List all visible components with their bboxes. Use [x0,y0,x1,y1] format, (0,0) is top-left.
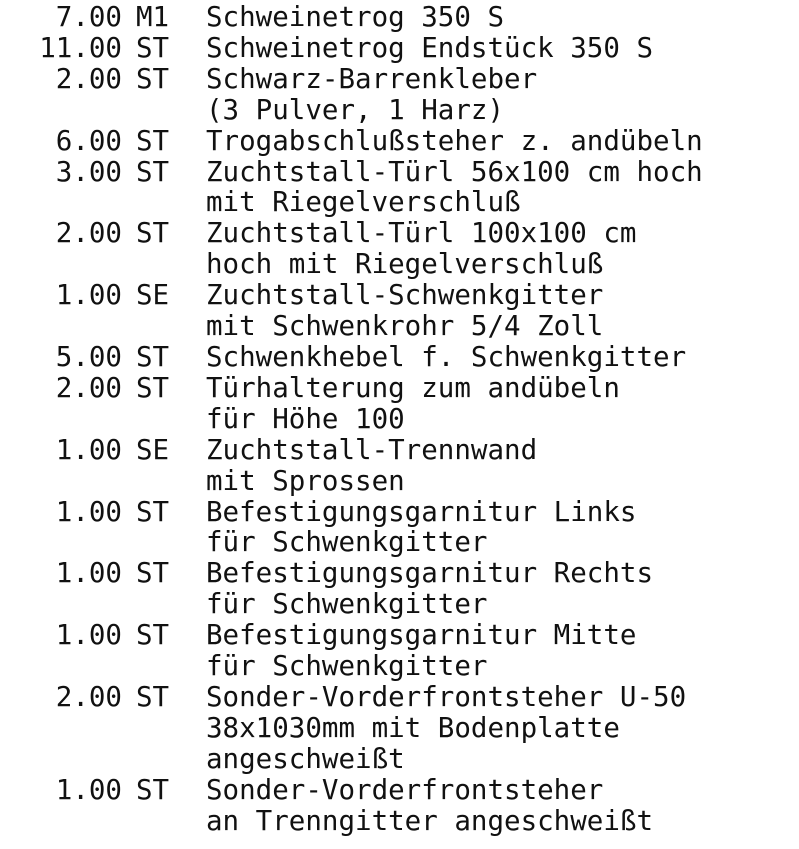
item-description [206,558,792,620]
item-unit: ST [136,773,170,806]
item-description-line: für Schwenkgitter [206,526,488,559]
list-item [22,157,792,219]
item-description [206,775,792,837]
item-description [206,33,792,64]
item-unit: ST [136,680,170,713]
item-description-line: Zuchtstall-Schwenkgitter [206,279,604,312]
list-item [22,373,792,435]
list-item [22,218,792,280]
item-quantity: 2.00 [55,680,122,713]
item-unit: ST [136,495,170,528]
list-item [22,64,792,126]
item-unit: ST [136,619,170,652]
item-description-line: für Höhe 100 [206,402,405,435]
item-unit: ST [136,124,170,157]
item-description-line: Sonder-Vorderfrontsteher [206,773,604,806]
list-item [22,682,792,775]
item-description [206,157,792,219]
item-description-line: Türhalterung zum andübeln [206,371,620,404]
item-description-line: mit Sprossen [206,464,405,497]
list-item [22,435,792,497]
item-description-line: Trogabschlußsteher z. andübeln [206,124,703,157]
list-item [22,33,792,64]
item-unit: ST [136,217,170,250]
item-unit: ST [136,557,170,590]
item-unit: ST [136,31,170,64]
item-description [206,64,792,126]
item-description-line: Schwenkhebel f. Schwenkgitter [206,340,687,373]
item-description [206,218,792,280]
item-description-line: für Schwenkgitter [206,650,488,683]
item-quantity: 1.00 [55,279,122,312]
item-description [206,373,792,435]
item-quantity: 11.00 [39,31,122,64]
item-quantity: 1.00 [55,495,122,528]
list-item [22,497,792,559]
item-quantity: 1.00 [55,433,122,466]
item-quantity: 1.00 [55,619,122,652]
item-description-line: Schwarz-Barrenkleber [206,62,538,95]
item-description [206,2,792,33]
item-quantity: 7.00 [55,1,122,33]
item-description-line: Schweinetrog Endstück 350 S [206,31,654,64]
item-description [206,126,792,157]
item-quantity: 6.00 [55,124,122,157]
item-quantity: 1.00 [55,557,122,590]
list-item [22,126,792,157]
item-quantity: 3.00 [55,155,122,188]
item-unit: ST [136,340,170,373]
item-description-line: (3 Pulver, 1 Harz) [206,93,505,126]
item-description-line: für Schwenkgitter [206,588,488,621]
item-description-line: hoch mit Riegelverschluß [206,248,604,281]
item-unit: SE [136,433,170,466]
item-description-line: Schweinetrog 350 S [206,1,505,33]
item-description-line: mit Riegelverschluß [206,186,521,219]
item-description [206,435,792,497]
item-description [206,682,792,775]
item-description-line: Befestigungsgarnitur Rechts [206,557,654,590]
item-quantity: 2.00 [55,217,122,250]
item-quantity: 2.00 [55,371,122,404]
list-item [22,775,792,837]
item-description-line: 38x1030mm mit Bodenplatte [206,711,620,744]
item-description-line: mit Schwenkrohr 5/4 Zoll [206,310,604,343]
list-item [22,342,792,373]
item-description-line: Zuchtstall-Türl 100x100 cm [206,217,637,250]
item-description-line: Sonder-Vorderfrontsteher U-50 [206,680,687,713]
item-quantity: 1.00 [55,773,122,806]
item-description-line: Zuchtstall-Trennwand [206,433,538,466]
item-description-line: an Trenngitter angeschweißt [206,804,654,837]
item-description [206,620,792,682]
list-item [22,620,792,682]
item-list [22,0,792,836]
item-description [206,280,792,342]
item-unit: M1 [136,1,170,33]
item-quantity: 2.00 [55,62,122,95]
item-unit: ST [136,62,170,95]
item-description [206,497,792,559]
item-unit: ST [136,371,170,404]
list-item [22,558,792,620]
item-description-line: Zuchtstall-Türl 56x100 cm hoch [206,155,703,188]
list-item [22,2,792,33]
item-unit: SE [136,279,170,312]
item-unit: ST [136,155,170,188]
list-item [22,280,792,342]
item-quantity: 5.00 [55,340,122,373]
item-description-line: Befestigungsgarnitur Mitte [206,619,637,652]
item-description-line: Befestigungsgarnitur Links [206,495,637,528]
item-description [206,342,792,373]
item-description-line: angeschweißt [206,742,405,775]
